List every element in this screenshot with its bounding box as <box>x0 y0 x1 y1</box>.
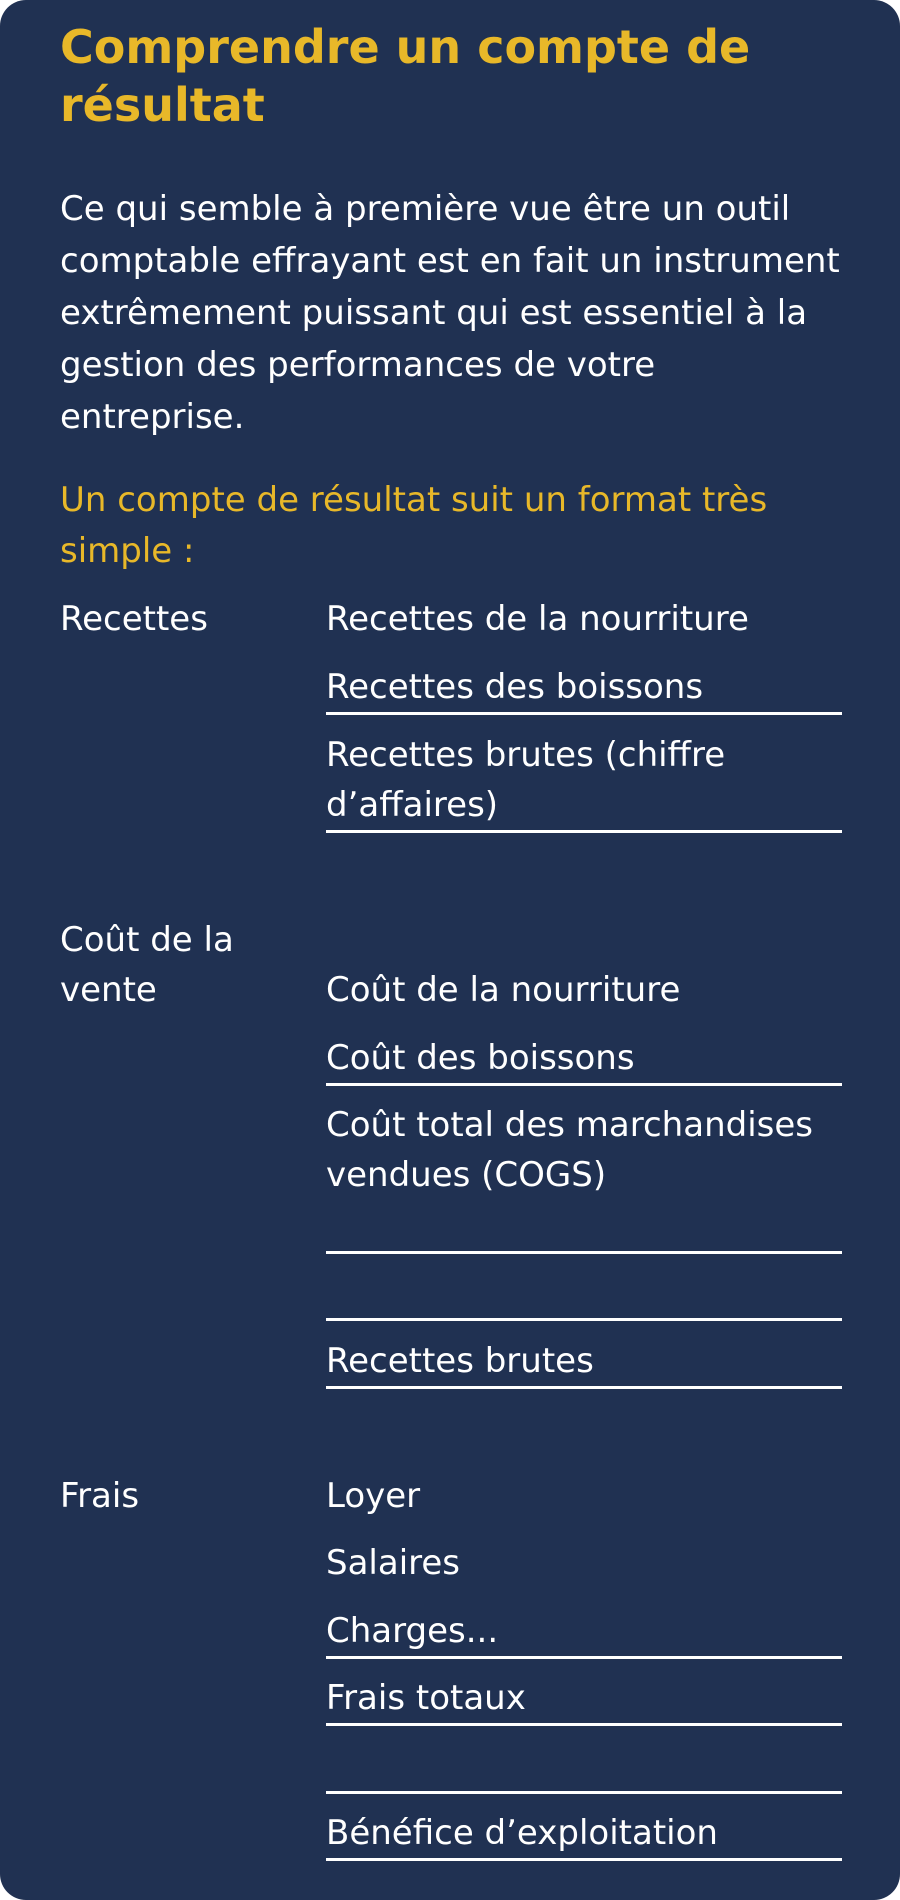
line-item-food-cost: Coût de la nourriture <box>326 970 681 1010</box>
underline-rule <box>326 1386 842 1389</box>
underline-rule <box>326 1656 842 1659</box>
line-item-beverage-cost: Coût des boissons <box>326 1038 635 1078</box>
underline-rule <box>326 712 842 715</box>
underline-rule <box>326 1791 842 1794</box>
line-item-cogs: Coût total des marchandises vendues (COGS) <box>326 1105 813 1195</box>
format-lead: Un compte de résultat suit un format très simple : <box>60 480 768 571</box>
line-item-operating-profit: Bénéfice d’exploitation <box>326 1813 718 1853</box>
section-label-expenses: Frais <box>60 1476 140 1516</box>
line-item-rent: Loyer <box>326 1476 421 1516</box>
card-title: Comprendre un compte de résultat <box>60 20 751 132</box>
line-item-gross-revenue: Recettes brutes (chiffre d’affaires) <box>326 735 726 825</box>
underline-rule <box>326 830 842 833</box>
section-label-revenue: Recettes <box>60 599 208 639</box>
line-item-charges: Charges... <box>326 1611 499 1651</box>
line-item-beverage-revenue: Recettes des boissons <box>326 667 704 707</box>
underline-rule <box>326 1251 842 1254</box>
underline-rule <box>326 1858 842 1861</box>
underline-rule <box>326 1083 842 1086</box>
line-item-gross-profit: Recettes brutes <box>326 1341 594 1381</box>
underline-rule <box>326 1318 842 1321</box>
underline-rule <box>326 1723 842 1726</box>
intro-paragraph: Ce qui semble à première vue être un outil comptable effrayant est en fait un instrument extrêmement puissant qui est essentiel à la gestion des performances de votre entreprise. <box>60 189 840 437</box>
line-item-total-expenses: Frais totaux <box>326 1678 526 1718</box>
section-label-cost-of-sales: Coût de la vente <box>60 920 234 1010</box>
line-item-salaries: Salaires <box>326 1543 461 1583</box>
line-item-food-revenue: Recettes de la nourriture <box>326 599 749 639</box>
